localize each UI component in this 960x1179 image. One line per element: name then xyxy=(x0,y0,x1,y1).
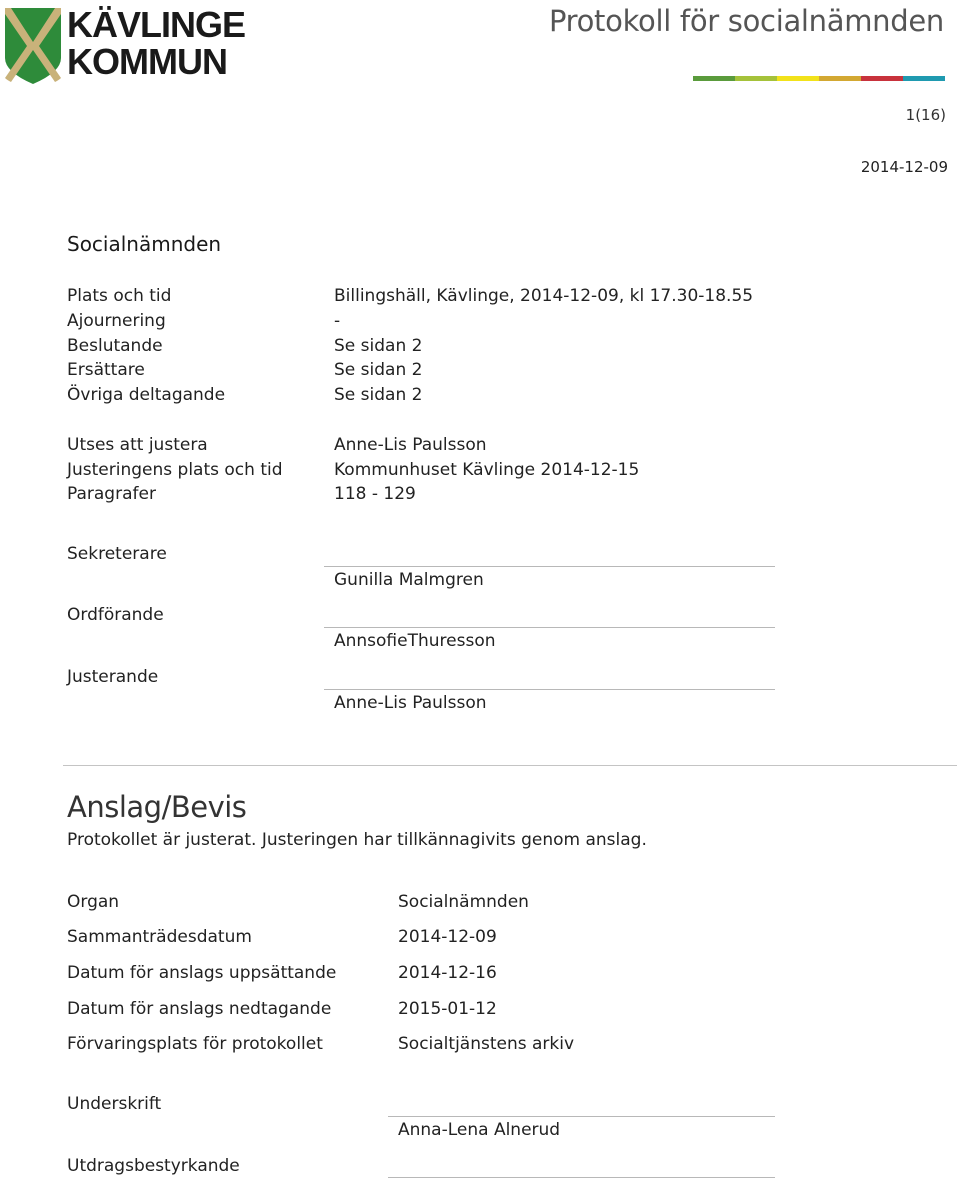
shield-icon xyxy=(3,6,63,86)
document-date: 2014-12-09 xyxy=(860,158,948,176)
anslag-value-sammantradesdatum: 2014-12-09 xyxy=(398,927,497,947)
color-stripe-segment xyxy=(819,76,861,81)
row-value-justeringens: Kommunhuset Kävlinge 2014-12-15 xyxy=(334,460,640,480)
row-value-paragrafer: 118 - 129 xyxy=(334,484,416,504)
row-value-beslutande: Se sidan 2 xyxy=(334,336,423,356)
anslag-value-organ: Socialnämnden xyxy=(398,892,529,912)
row-value-ersattare: Se sidan 2 xyxy=(334,360,423,380)
row-value-utses: Anne-Lis Paulsson xyxy=(334,435,487,455)
row-value-plats: Billingshäll, Kävlinge, 2014-12-09, kl 17.30-18.55 xyxy=(334,286,754,306)
signature-name-justerande: Anne-Lis Paulsson xyxy=(334,693,487,713)
committee-heading: Socialnämnden xyxy=(67,232,222,256)
signature-line xyxy=(324,566,775,567)
anslag-label-organ: Organ xyxy=(67,892,120,912)
underskrift-label: Underskrift xyxy=(67,1094,162,1114)
row-label-beslutande: Beslutande xyxy=(67,336,163,356)
row-label-ovriga: Övriga deltagande xyxy=(67,385,226,405)
logo-line1: KÄVLINGE xyxy=(67,4,246,45)
signature-name-ordforande: AnnsofieThuresson xyxy=(334,631,496,651)
anslag-subtitle: Protokollet är justerat. Justeringen har tillkännagivits genom anslag. xyxy=(67,830,647,850)
anslag-label-uppsattande: Datum för anslags uppsättande xyxy=(67,963,337,983)
anslag-value-forvaringsplats: Socialtjänstens arkiv xyxy=(398,1034,575,1054)
color-stripe-segment xyxy=(777,76,819,81)
signature-line xyxy=(324,689,775,690)
section-divider xyxy=(63,765,957,766)
row-label-plats: Plats och tid xyxy=(67,286,172,306)
anslag-value-nedtagande: 2015-01-12 xyxy=(398,999,497,1019)
row-label-justeringens: Justeringens plats och tid xyxy=(67,460,283,480)
logo-line2: KOMMUN xyxy=(67,41,227,82)
anslag-label-forvaringsplats: Förvaringsplats för protokollet xyxy=(67,1034,323,1054)
page-number: 1(16) xyxy=(905,106,946,124)
row-value-ajournering: - xyxy=(334,311,341,331)
anslag-label-nedtagande: Datum för anslags nedtagande xyxy=(67,999,332,1019)
signature-role-justerande: Justerande xyxy=(67,667,159,687)
signature-name-sekreterare: Gunilla Malmgren xyxy=(334,570,484,590)
signature-line xyxy=(388,1177,775,1178)
document-title: Protokoll för socialnämnden xyxy=(548,4,944,38)
row-label-ersattare: Ersättare xyxy=(67,360,145,380)
row-value-ovriga: Se sidan 2 xyxy=(334,385,423,405)
signature-role-sekreterare: Sekreterare xyxy=(67,544,167,564)
color-stripe-segment xyxy=(903,76,945,81)
utdragsbestyrkande-label: Utdragsbestyrkande xyxy=(67,1156,240,1176)
row-label-paragrafer: Paragrafer xyxy=(67,484,156,504)
color-stripe-bar xyxy=(693,76,945,81)
kommun-logo xyxy=(3,4,246,84)
color-stripe-segment xyxy=(861,76,903,81)
signature-role-ordforande: Ordförande xyxy=(67,605,164,625)
anslag-heading: Anslag/Bevis xyxy=(67,790,247,824)
underskrift-name: Anna-Lena Alnerud xyxy=(398,1120,561,1140)
row-label-utses: Utses att justera xyxy=(67,435,208,455)
row-label-ajournering: Ajournering xyxy=(67,311,166,331)
signature-line xyxy=(388,1116,775,1117)
color-stripe-segment xyxy=(693,76,735,81)
signature-line xyxy=(324,627,775,628)
color-stripe-segment xyxy=(735,76,777,81)
anslag-value-uppsattande: 2014-12-16 xyxy=(398,963,497,983)
anslag-label-sammantradesdatum: Sammanträdesdatum xyxy=(67,927,252,947)
